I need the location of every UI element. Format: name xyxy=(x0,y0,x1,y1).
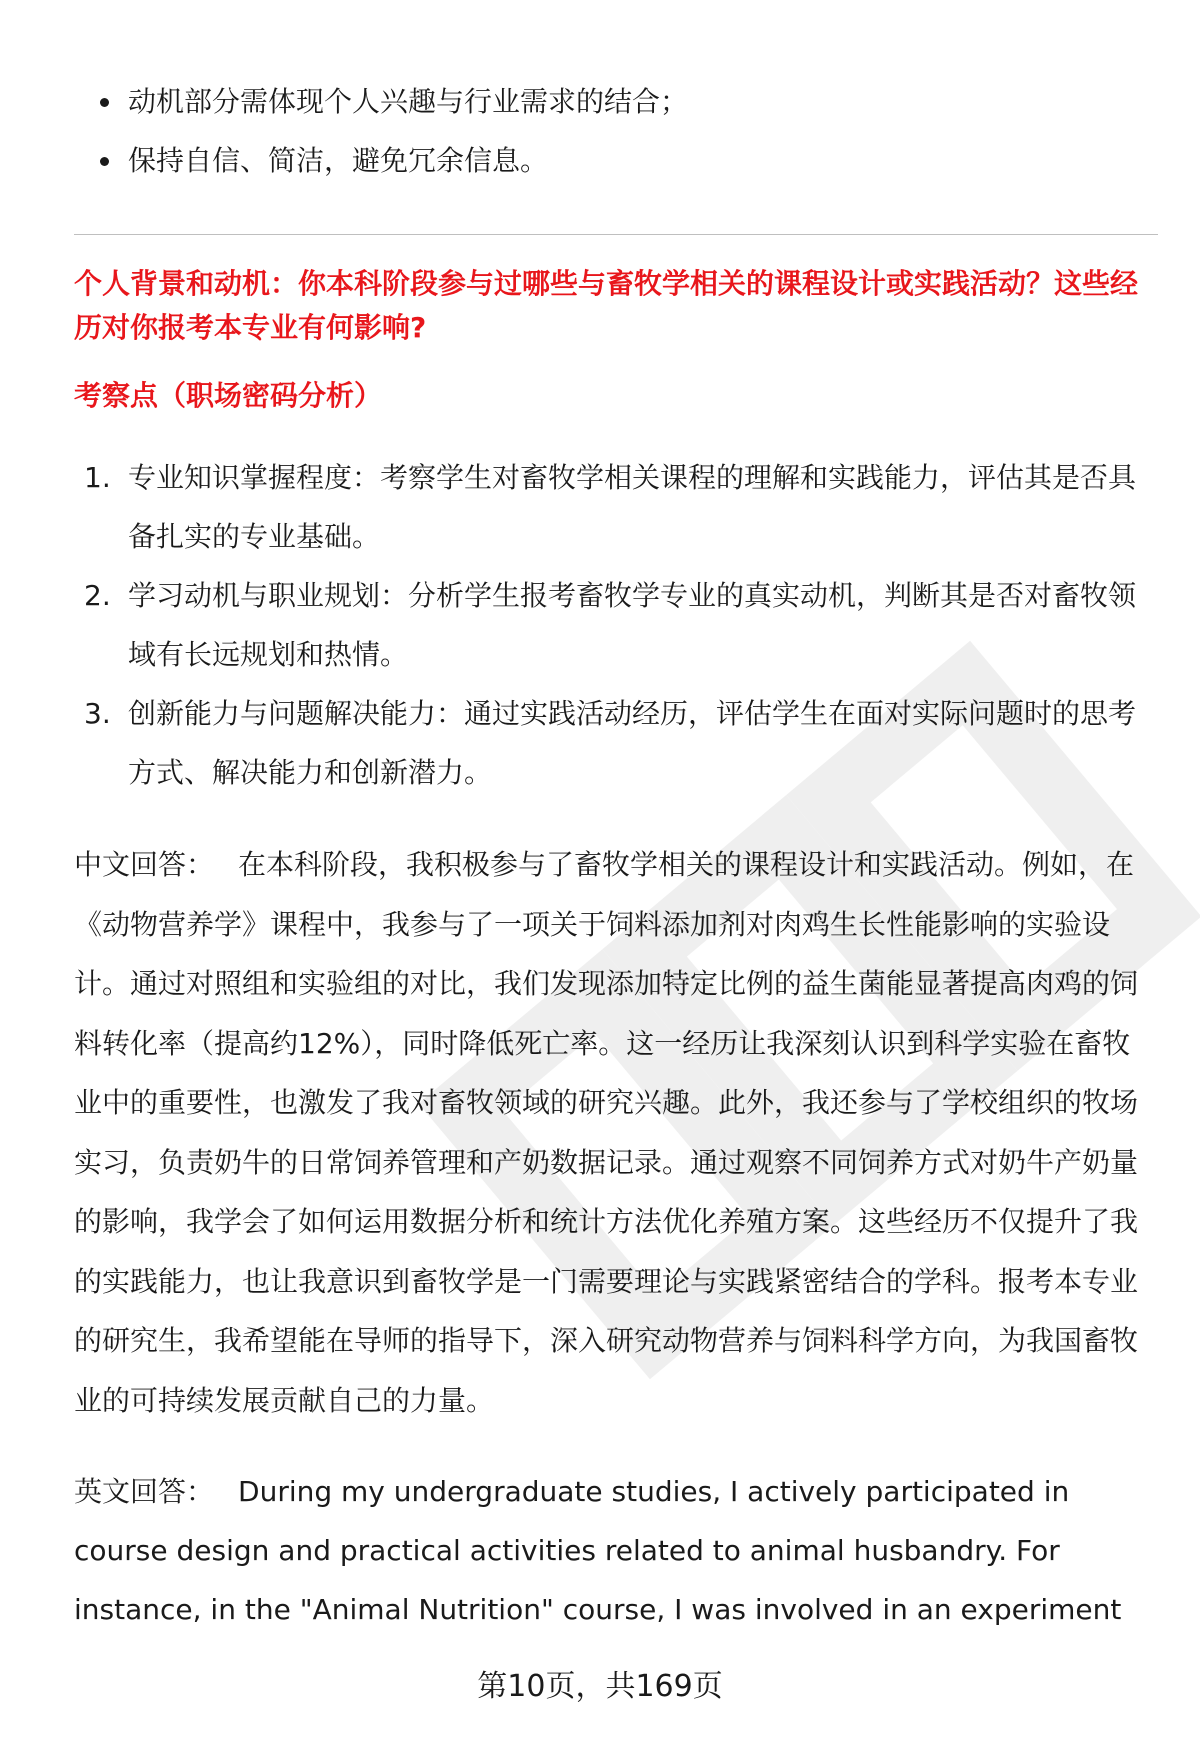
section-divider xyxy=(74,234,1158,235)
assessment-points-label: 考察点（职场密码分析） xyxy=(74,379,383,412)
point-text: 专业知识掌握程度：考察学生对畜牧学相关课程的理解和实践能力，评估其是否具备扎实的专业基础。 xyxy=(128,461,1137,553)
chinese-answer-paragraph xyxy=(74,835,1158,1430)
assessment-point-item xyxy=(74,684,1158,802)
assessment-point-item xyxy=(74,448,1158,566)
point-number: 3. xyxy=(84,697,111,730)
assessment-point-item xyxy=(74,566,1158,684)
bullet-dot-icon xyxy=(100,98,109,107)
bullet-item xyxy=(74,131,688,190)
bullet-dot-icon xyxy=(100,157,109,166)
chinese-answer-text: 在本科阶段，我积极参与了畜牧学相关的课程设计和实践活动。例如，在《动物营养学》课程中，我参与了一项关于饲料添加剂对肉鸡生长性能影响的实验设计。通过对照组和实验组的对比，我们发现添加特定比例的益生菌能显著提高肉鸡的饲料转化率（提高约12%），同时降低死亡率。这一经历让我深刻认识到科学实验在畜牧业中的重要性，也激发了我对畜牧领域的研究兴趣。此外，我还参与了学校组织的牧场实习，负责奶牛的日常饲养管理和产奶数据记录。通过观察不同饲养方式对奶牛产奶量的影响，我学会了如何运用数据分析和统计方法优化养殖方案。这些经历不仅提升了我的实践能力，也让我意识到畜牧学是一门需要理论与实践紧密结合的学科。报考本专业的研究生，我希望能在导师的指导下，深入研究动物营养与饲料科学方向，为我国畜牧业的可持续发展贡献自己的力量。 xyxy=(74,848,1139,1417)
assessment-points-list xyxy=(74,448,1158,802)
question-heading: 个人背景和动机：你本科阶段参与过哪些与畜牧学相关的课程设计或实践活动？这些经历对你报考本专业有何影响? xyxy=(74,267,1139,344)
english-answer-paragraph xyxy=(74,1462,1158,1639)
chinese-answer-label: 中文回答： xyxy=(74,848,215,881)
english-answer-label: 英文回答： xyxy=(74,1475,215,1508)
bullet-text: 动机部分需体现个人兴趣与行业需求的结合； xyxy=(128,85,689,118)
point-text: 创新能力与问题解决能力：通过实践活动经历，评估学生在面对实际问题时的思考方式、解决能力和创新潜力。 xyxy=(128,697,1137,789)
point-text: 学习动机与职业规划：分析学生报考畜牧学专业的真实动机，判断其是否对畜牧领域有长远规划和热情。 xyxy=(128,579,1137,671)
bullet-item xyxy=(74,72,688,131)
point-number: 1. xyxy=(84,461,111,494)
point-number: 2. xyxy=(84,579,111,612)
page-footer: 第10页，共169页 xyxy=(477,1669,723,1704)
english-answer-text: During my undergraduate studies, I actively participated in course design and practical activities related to animal husbandry. For instance, in the "Animal Nutrition" course, I was involved in an experiment xyxy=(74,1475,1122,1626)
document-page xyxy=(74,0,1146,1755)
bullet-text: 保持自信、简洁，避免冗余信息。 xyxy=(128,144,549,177)
tips-bullet-list xyxy=(74,72,688,190)
